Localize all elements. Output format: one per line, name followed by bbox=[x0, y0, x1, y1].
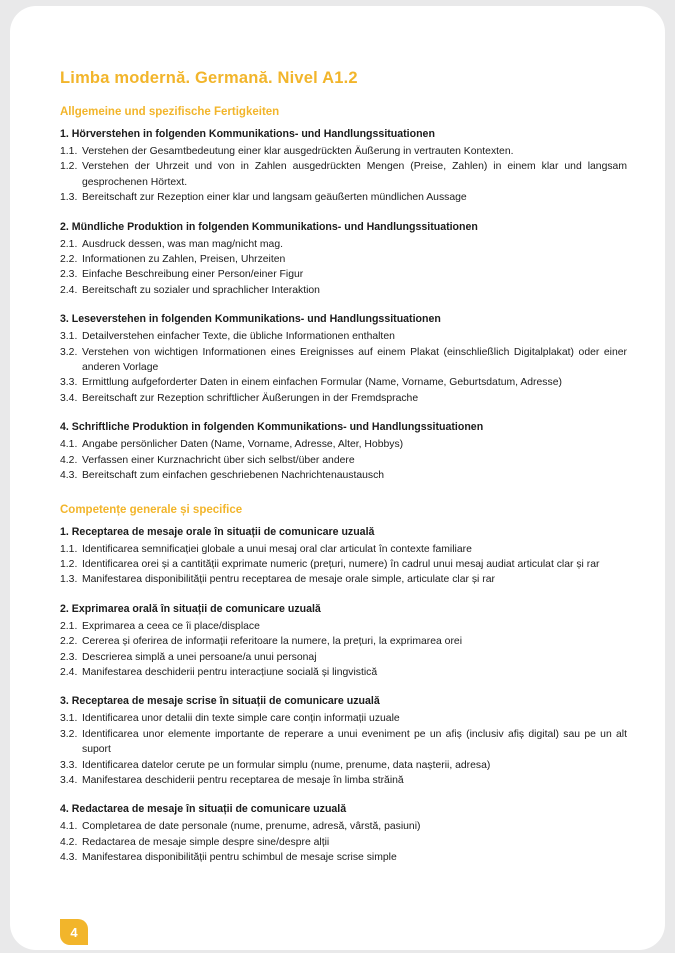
list-item bbox=[60, 665, 627, 680]
item-text: Verstehen der Uhrzeit und von in Zahlen ausgedrückten Mengen (Preise, Zahlen) in einem klar und langsam gesprochenen Hörtext. bbox=[82, 161, 627, 188]
item-number: 2.3. bbox=[60, 269, 78, 281]
item-text: Identificarea unor elemente importante de reperare a unui eveniment pe un afiș (inclusiv afiș digital) sau pe un alt suport bbox=[82, 728, 627, 756]
page-title: Limba modernă. Germană. Nivel A1.2 bbox=[60, 69, 358, 87]
group-title: 3. Leseverstehen in folgenden Kommunikations- und Handlungssituationen bbox=[60, 313, 441, 326]
item-text: Identificarea semnificației globale a unui mesaj oral clar articulat în contexte familiare bbox=[82, 543, 472, 555]
section-heading: Allgemeine und spezifische Fertigkeiten bbox=[60, 106, 280, 118]
item-number: 2.2. bbox=[60, 636, 78, 648]
item-text: Verstehen der Gesamtbedeutung einer klar ausgedrückten Äußerung in vertrauten Kontexten. bbox=[82, 146, 514, 157]
group-title: 2. Exprimarea orală în situații de comunicare uzuală bbox=[60, 602, 321, 615]
item-number: 2.2. bbox=[60, 254, 78, 266]
item-text: Cererea și oferirea de informații referitoare la numere, la prețuri, la exprimarea orei bbox=[82, 636, 462, 648]
item-number: 3.4. bbox=[60, 392, 78, 404]
item-text: Identificarea unor detalii din texte simple care conțin informații uzuale bbox=[82, 713, 400, 725]
list-item bbox=[60, 557, 627, 572]
competence-group bbox=[60, 694, 627, 788]
item-text: Manifestarea deschiderii pentru interacțiune socială și lingvistică bbox=[82, 666, 378, 678]
item-text: Exprimarea a ceea ce îi place/displace bbox=[82, 620, 260, 632]
item-text: Ausdruck dessen, was man mag/nicht mag. bbox=[82, 238, 283, 250]
list-item bbox=[60, 159, 627, 190]
group-title: 1. Hörverstehen in folgenden Kommunikations- und Handlungssituationen bbox=[60, 128, 435, 140]
group-title: 1. Receptarea de mesaje orale în situații de comunicare uzuală bbox=[60, 525, 375, 538]
item-number: 3.2. bbox=[60, 728, 78, 740]
list-item bbox=[60, 453, 627, 468]
item-number: 3.3. bbox=[60, 377, 78, 389]
sections-container bbox=[60, 106, 627, 866]
item-number: 1.1. bbox=[60, 146, 78, 157]
item-text: Descrierea simplă a unei persoane/a unui personaj bbox=[82, 651, 317, 663]
list-item bbox=[60, 252, 627, 267]
item-number: 3.4. bbox=[60, 774, 78, 786]
item-number: 2.1. bbox=[60, 238, 78, 250]
page-number-badge: 4 bbox=[60, 919, 88, 945]
list-item bbox=[60, 468, 627, 483]
group-title: 4. Schriftliche Produktion in folgenden Kommunikations- und Handlungssituationen bbox=[60, 421, 484, 434]
list-item bbox=[60, 437, 627, 452]
list-item bbox=[60, 619, 627, 634]
item-text: Einfache Beschreibung einer Person/einer Figur bbox=[82, 269, 304, 281]
item-text: Informationen zu Zahlen, Preisen, Uhrzeiten bbox=[82, 254, 286, 266]
item-number: 2.4. bbox=[60, 284, 78, 296]
list-item bbox=[60, 283, 627, 298]
section bbox=[60, 504, 627, 866]
item-number: 4.1. bbox=[60, 821, 78, 833]
section-heading: Competențe generale și specifice bbox=[60, 503, 243, 516]
group-title: 4. Redactarea de mesaje în situații de comunicare uzuală bbox=[60, 803, 347, 816]
list-item bbox=[60, 572, 627, 587]
list-item bbox=[60, 391, 627, 406]
item-text: Bereitschaft zum einfachen geschriebenen Nachrichtenaustausch bbox=[82, 470, 385, 482]
item-number: 4.1. bbox=[60, 439, 78, 451]
section bbox=[60, 106, 627, 484]
item-number: 1.3. bbox=[60, 192, 78, 204]
competence-group bbox=[60, 420, 627, 483]
list-item bbox=[60, 237, 627, 252]
item-text: Detailverstehen einfacher Texte, die übliche Informationen enthalten bbox=[82, 331, 395, 343]
list-item bbox=[60, 758, 627, 773]
competence-group bbox=[60, 220, 627, 299]
item-text: Ermittlung aufgeforderter Daten in einem einfachen Formular (Name, Vorname, Geburtsdatum, Adresse) bbox=[82, 377, 562, 389]
item-number: 1.1. bbox=[60, 543, 78, 555]
competence-group bbox=[60, 602, 627, 681]
item-number: 4.3. bbox=[60, 470, 78, 482]
list-item bbox=[60, 727, 627, 758]
item-number: 4.2. bbox=[60, 454, 78, 466]
item-number: 4.3. bbox=[60, 852, 78, 864]
document-page bbox=[10, 6, 665, 950]
list-item bbox=[60, 267, 627, 282]
item-number: 3.2. bbox=[60, 346, 78, 358]
item-text: Identificarea datelor cerute pe un formular simplu (nume, prenume, data nașterii, adresa) bbox=[82, 759, 491, 771]
list-item bbox=[60, 144, 627, 159]
item-text: Manifestarea deschiderii pentru receptarea de mesaje în limba străină bbox=[82, 774, 404, 786]
list-item bbox=[60, 650, 627, 665]
list-item bbox=[60, 329, 627, 344]
item-number: 3.3. bbox=[60, 759, 78, 771]
item-text: Bereitschaft zur Rezeption schriftlicher Äußerungen in der Fremdsprache bbox=[82, 392, 419, 404]
item-number: 3.1. bbox=[60, 713, 78, 725]
item-number: 1.3. bbox=[60, 574, 78, 586]
page-content bbox=[60, 69, 627, 880]
item-text: Manifestarea disponibilității pentru schimbul de mesaje scrise simple bbox=[82, 852, 397, 864]
group-title: 3. Receptarea de mesaje scrise în situații de comunicare uzuală bbox=[60, 695, 380, 708]
list-item bbox=[60, 850, 627, 865]
item-text: Bereitschaft zur Rezeption einer klar und langsam geäußerten mündlichen Aussage bbox=[82, 192, 467, 204]
item-text: Angabe persönlicher Daten (Name, Vorname, Adresse, Alter, Hobbys) bbox=[82, 439, 404, 451]
competence-group bbox=[60, 127, 627, 206]
list-item bbox=[60, 375, 627, 390]
competence-group bbox=[60, 312, 627, 406]
item-number: 2.4. bbox=[60, 666, 78, 678]
group-title: 2. Mündliche Produktion in folgenden Kommunikations- und Handlungssituationen bbox=[60, 220, 478, 233]
competence-group bbox=[60, 802, 627, 865]
item-text: Completarea de date personale (nume, prenume, adresă, vârstă, pasiuni) bbox=[82, 821, 421, 833]
item-text: Manifestarea disponibilității pentru receptarea de mesaje orale simple, articulate clar și rar bbox=[82, 574, 495, 586]
item-text: Redactarea de mesaje simple despre sine/despre alții bbox=[82, 836, 330, 848]
list-item bbox=[60, 711, 627, 726]
item-text: Identificarea orei și a cantității exprimate numeric (prețuri, numere) în cadrul unui mesaj audiat articulat clar și rar bbox=[82, 558, 600, 570]
item-number: 4.2. bbox=[60, 836, 78, 848]
list-item bbox=[60, 773, 627, 788]
item-text: Verstehen von wichtigen Informationen eines Ereignisses auf einem Plakat (einschließlich Digitalplakat) oder einer anderen Vorlage bbox=[82, 346, 627, 374]
item-number: 2.3. bbox=[60, 651, 78, 663]
item-text: Verfassen einer Kurznachricht über sich selbst/über andere bbox=[82, 454, 355, 466]
item-text: Bereitschaft zu sozialer und sprachlicher Interaktion bbox=[82, 284, 320, 296]
item-number: 1.2. bbox=[60, 161, 78, 173]
item-number: 3.1. bbox=[60, 331, 78, 343]
list-item bbox=[60, 542, 627, 557]
list-item bbox=[60, 819, 627, 834]
item-number: 2.1. bbox=[60, 620, 78, 632]
item-number: 1.2. bbox=[60, 558, 78, 570]
list-item bbox=[60, 634, 627, 649]
competence-group bbox=[60, 525, 627, 588]
list-item bbox=[60, 190, 627, 205]
list-item bbox=[60, 835, 627, 850]
list-item bbox=[60, 345, 627, 376]
